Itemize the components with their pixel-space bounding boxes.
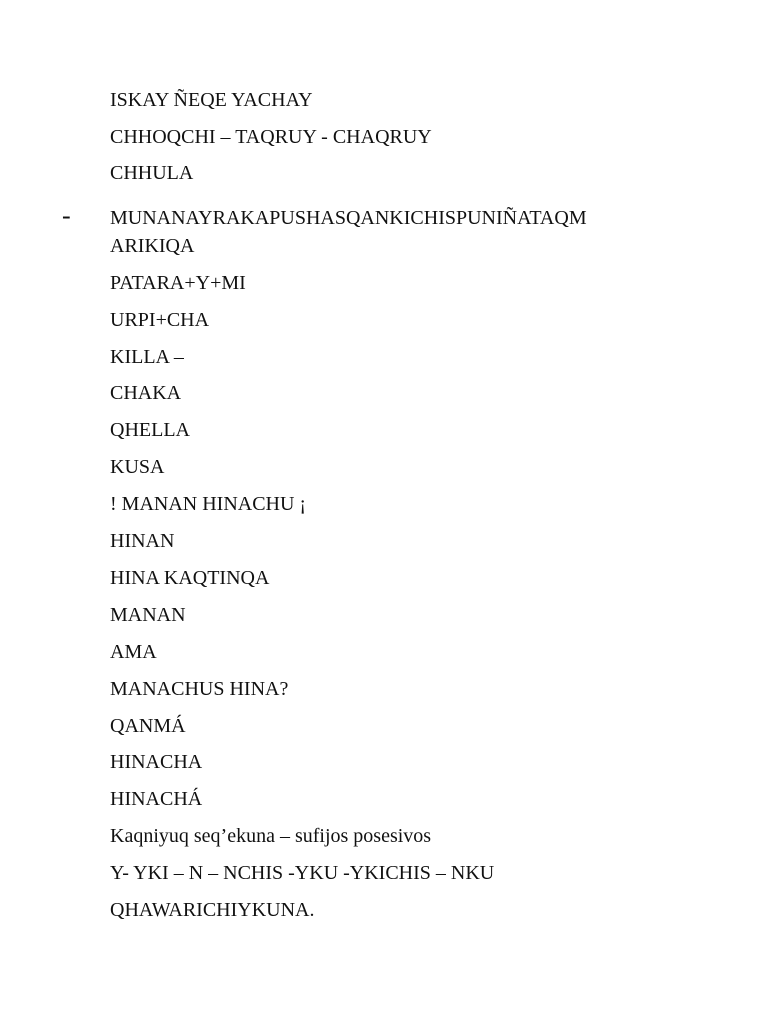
text-line: HINAN — [110, 530, 175, 552]
text-line: ARIKIQA — [110, 235, 195, 257]
text-line: HINACHÁ — [110, 788, 203, 810]
text-line: QANMÁ — [110, 715, 186, 737]
text-line: MANACHUS HINA? — [110, 678, 289, 700]
text-line: KILLA – — [110, 346, 184, 368]
text-line: KUSA — [110, 456, 165, 478]
text-line: CHHULA — [110, 162, 194, 184]
text-line: URPI+CHA — [110, 309, 210, 331]
text-line: Y- YKI – N – NCHIS -YKU -YKICHIS – NKU — [110, 862, 495, 884]
text-line: MANAN — [110, 604, 186, 626]
text-line: MUNANAYRAKAPUSHASQANKICHISPUNIÑATAQM — [110, 207, 587, 229]
text-line: AMA — [110, 641, 157, 663]
text-line: HINACHA — [110, 751, 203, 773]
text-line: Kaqniyuq seq’ekuna – sufijos posesivos — [110, 825, 432, 847]
text-line: HINA KAQTINQA — [110, 567, 270, 589]
text-line: ISKAY ÑEQE YACHAY — [110, 89, 313, 111]
text-line: ! MANAN HINACHU ¡ — [110, 493, 307, 515]
text-line: QHAWARICHIYKUNA. — [110, 899, 315, 921]
text-line: QHELLA — [110, 419, 190, 441]
text-line: CHAKA — [110, 382, 182, 404]
list-bullet-dash: - — [62, 201, 71, 230]
text-line: PATARA+Y+MI — [110, 272, 246, 294]
text-line: CHHOQCHI – TAQRUY - CHAQRUY — [110, 126, 432, 148]
